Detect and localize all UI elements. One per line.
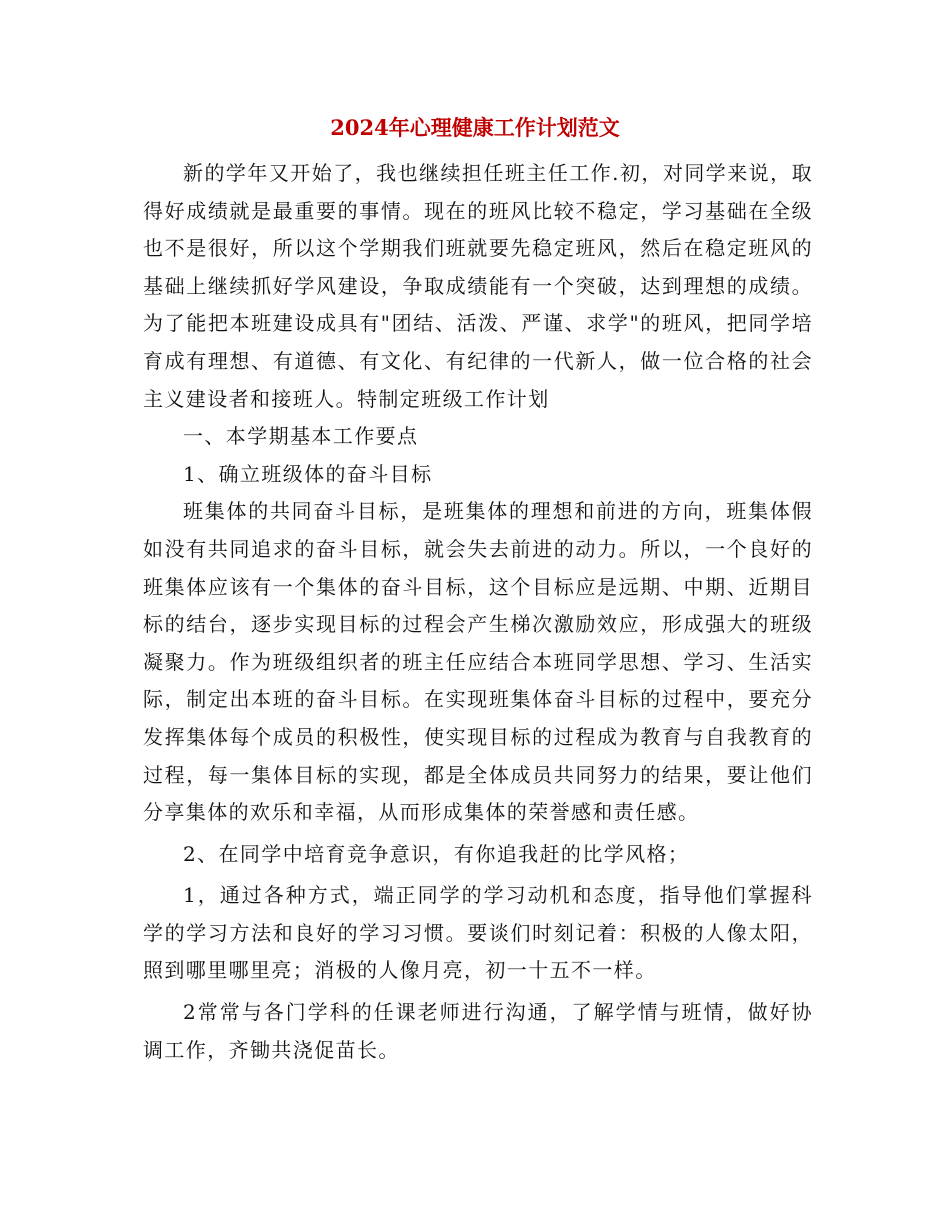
list-item-paragraph: 1，通过各种方式，端正同学的学习动机和态度，指导他们掌握科学的学习方法和良好的学习习惯。要谈们时刻记着：积极的人像太阳，照到哪里哪里亮；消极的人像月亮，初一十五不一样。 (143, 883, 813, 983)
document-body (143, 155, 813, 1069)
document-title: 2024年心理健康工作计划范文 (330, 115, 620, 140)
list-item-paragraph: 2常常与各门学科的任课老师进行沟通，了解学情与班情，做好协调工作，齐锄共浇促苗长。 (143, 1000, 813, 1062)
subsection-heading: 1、确立班级体的奋斗目标 (183, 461, 433, 486)
intro-paragraph: 新的学年又开始了，我也继续担任班主任工作.初，对同学来说，取得好成绩就是最重要的事情。现在的班风比较不稳定，学习基础在全级也不是很好，所以这个学期我们班就要先稳定班风，然后在稳定班风的基础上继续抓好学风建设，争取成绩能有一个突破，达到理想的成绩。为了能把本班建设成具有"团结、活泼、严谨、求学"的班风，把同学培育成有理想、有道德、有文化、有纪律的一代新人，做一位合格的社会主义建设者和接班人。特制定班级工作计划 (143, 161, 813, 411)
section-heading: 一、本学期基本工作要点 (183, 424, 419, 449)
subsection-heading: 2、在同学中培育竞争意识，有你追我赶的比学风格； (183, 841, 690, 866)
goal-paragraph: 班集体的共同奋斗目标，是班集体的理想和前进的方向，班集体假如没有共同追求的奋斗目标，就会失去前进的动力。所以，一个良好的班集体应该有一个集体的奋斗目标，这个目标应是远期、中期、近期目标的结台，逐步实现目标的过程会产生梯次激励效应，形成强大的班级凝聚力。作为班级组织者的班主任应结合本班同学思想、学习、生活实际，制定出本班的奋斗目标。在实现班集体奋斗目标的过程中，要充分发挥集体每个成员的积极性，使实现目标的过程成为教育与自我教育的过程，每一集体目标的实现，都是全体成员共同努力的结果，要让他们分享集体的欢乐和幸福，从而形成集体的荣誉感和责任感。 (143, 499, 813, 825)
